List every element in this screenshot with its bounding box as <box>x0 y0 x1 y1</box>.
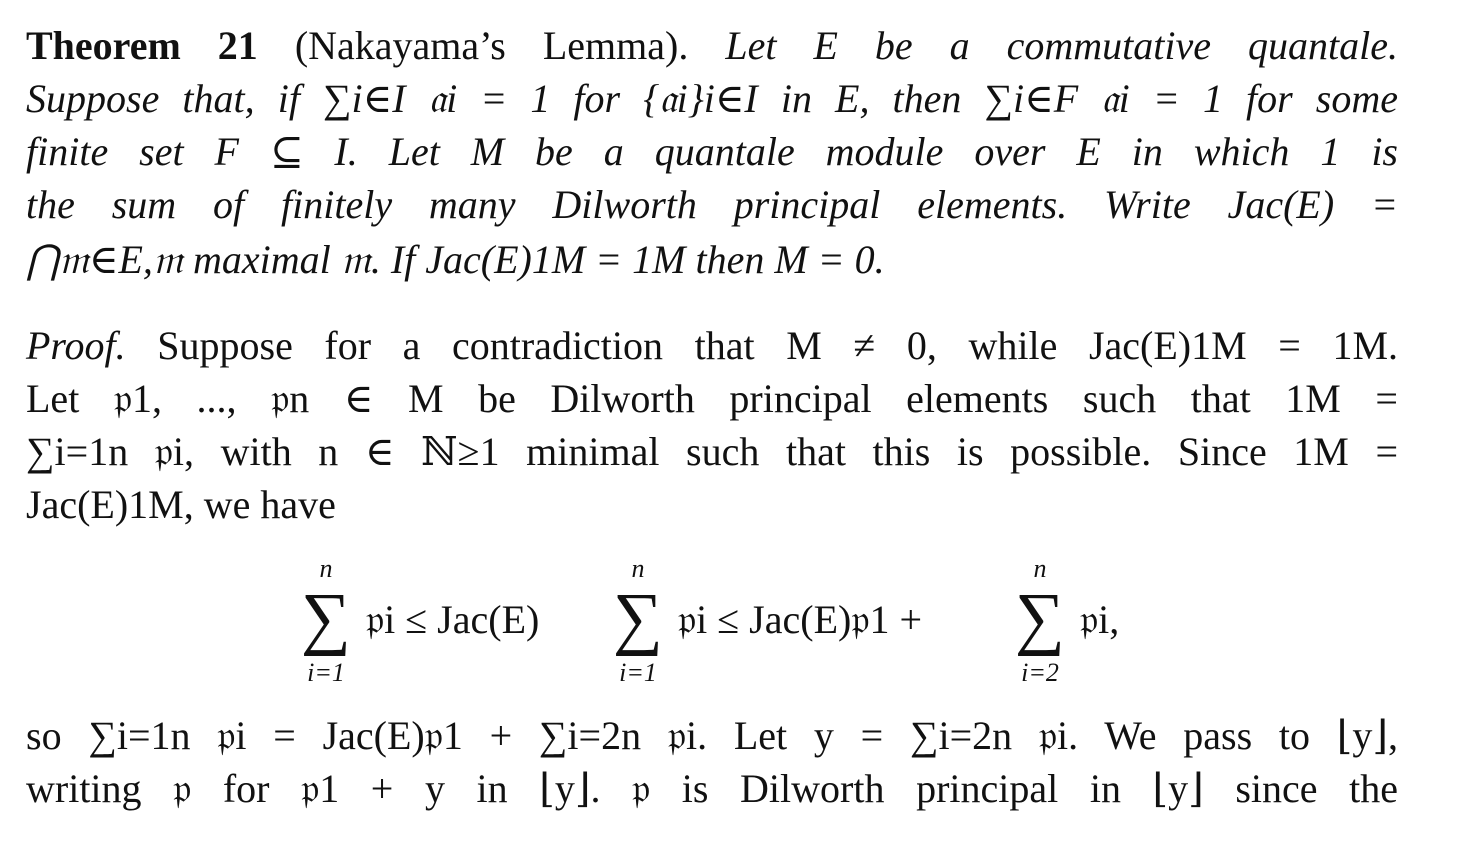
summation-1 <box>290 556 362 696</box>
summation-2 <box>602 556 674 696</box>
theorem-line-1 <box>26 22 1398 70</box>
theorem-name: (Nakayama’s Lemma). <box>294 23 689 68</box>
summation-2-sigma: ∑ <box>613 580 663 657</box>
theorem-line-2: Suppose that, if ∑i∈I 𝔞i = 1 for {𝔞i}i∈I in E, then ∑i∈F 𝔞i = 1 for some <box>26 76 1398 121</box>
summation-2-upper: n <box>631 554 645 583</box>
theorem-line-3: finite set F ⊆ I. Let M be a quantale module over E in which 1 is <box>26 129 1398 174</box>
summation-3-lower: i=2 <box>1021 658 1059 687</box>
summation-1-upper: n <box>319 554 333 583</box>
theorem-line-4: the sum of finitely many Dilworth principal elements. Write Jac(E) = <box>26 182 1398 227</box>
summation-3-sigma: ∑ <box>1015 580 1065 657</box>
theorem-line-1-text: Let E be a commutative quantale. <box>725 23 1399 68</box>
summation-2-lower: i=1 <box>619 658 657 687</box>
proof-line-2: Let 𝔭1, ..., 𝔭n ∈ M be Dilworth principal elements such that 1M = <box>26 376 1398 421</box>
summation-3 <box>1004 556 1076 696</box>
display-term-1: 𝔭i ≤ Jac(E) <box>366 597 540 642</box>
display-term-2: 𝔭i ≤ Jac(E)𝔭1 + <box>678 597 923 642</box>
proof-line-1 <box>26 322 1398 370</box>
proof-line-4: Jac(E)1M, we have <box>26 482 336 527</box>
theorem-label: Theorem 21 <box>26 23 258 68</box>
proof-line-1-text: Suppose for a contradiction that M ≠ 0, while Jac(E)1M = 1M. <box>157 323 1399 368</box>
proof-line-3: ∑i=1n 𝔭i, with n ∈ ℕ≥1 minimal such that this is possible. Since 1M = <box>26 429 1398 474</box>
summation-1-lower: i=1 <box>307 658 345 687</box>
proof-line-5: so ∑i=1n 𝔭i = Jac(E)𝔭1 + ∑i=2n 𝔭i. Let y = ∑i=2n 𝔭i. We pass to ⌊y⌋, <box>26 713 1398 758</box>
display-term-3: 𝔭i, <box>1080 597 1120 642</box>
theorem-line-5: ⋂𝔪∈E,𝔪 maximal 𝔪. If Jac(E)1M = 1M then M = 0. <box>26 237 885 282</box>
display-equation <box>290 556 1190 696</box>
proof-label: Proof. <box>26 323 126 368</box>
proof-line-6: writing 𝔭 for 𝔭1 + y in ⌊y⌋. 𝔭 is Dilworth principal in ⌊y⌋ since the <box>26 766 1398 811</box>
summation-1-sigma: ∑ <box>301 580 351 657</box>
summation-3-upper: n <box>1033 554 1047 583</box>
